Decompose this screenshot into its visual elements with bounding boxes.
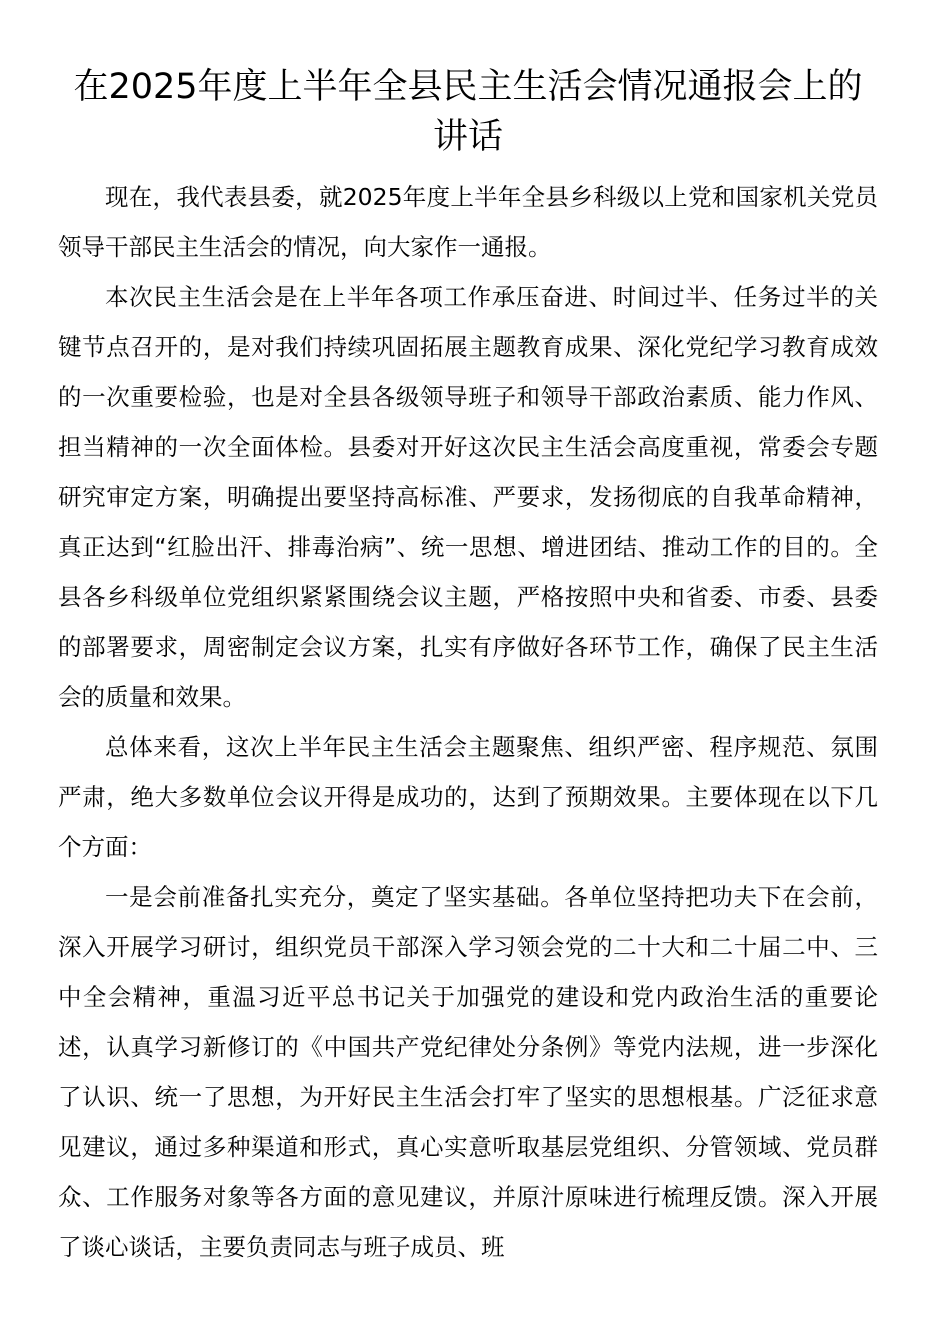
paragraph-1: 现在，我代表县委，就2025年度上半年全县乡科级以上党和国家机关党员领导干部民主生活会的情况，向大家作一通报。 xyxy=(58,183,878,261)
paragraph-3: 总体来看，这次上半年民主生活会主题聚焦、组织严密、程序规范、氛围严肃，绝大多数单位会议开得是成功的，达到了预期效果。主要体现在以下几个方面： xyxy=(58,733,878,861)
paragraph-2: 本次民主生活会是在上半年各项工作承压奋进、时间过半、任务过半的关键节点召开的，是对我们持续巩固拓展主题教育成果、深化党纪学习教育成效的一次重要检验，也是对全县各级领导班子和领导干部政治素质、能力作风、担当精神的一次全面体检。县委对开好这次民主生活会高度重视，常委会专题研究审定方案，明确提出要坚持高标准、严要求，发扬彻底的自我革命精神，真正达到“红脸出汗、排毒治病”、统一思想、增进团结、推动工作的目的。全县各乡科级单位党组织紧紧围绕会议主题，严格按照中央和省委、市委、县委的部署要求，周密制定会议方案，扎实有序做好各环节工作，确保了民主生活会的质量和效果。 xyxy=(58,283,878,711)
document-title: 在2025年度上半年全县民主生活会情况通报会上的讲话 xyxy=(73,67,863,157)
paragraph-4: 一是会前准备扎实充分，奠定了坚实基础。各单位坚持把功夫下在会前，深入开展学习研讨，组织党员干部深入学习领会党的二十大和二十届二中、三中全会精神，重温习近平总书记关于加强党的建设和党内政治生活的重要论述，认真学习新修订的《中国共产党纪律处分条例》等党内法规，进一步深化了认识、统一了思想，为开好民主生活会打牢了坚实的思想根基。广泛征求意见建议，通过多种渠道和形式，真心实意听取基层党组织、分管领域、党员群众、工作服务对象等各方面的意见建议，并原汁原味进行梳理反馈。深入开展了谈心谈话，主要负责同志与班子成员、班 xyxy=(58,883,878,1261)
document-body xyxy=(58,172,878,1272)
